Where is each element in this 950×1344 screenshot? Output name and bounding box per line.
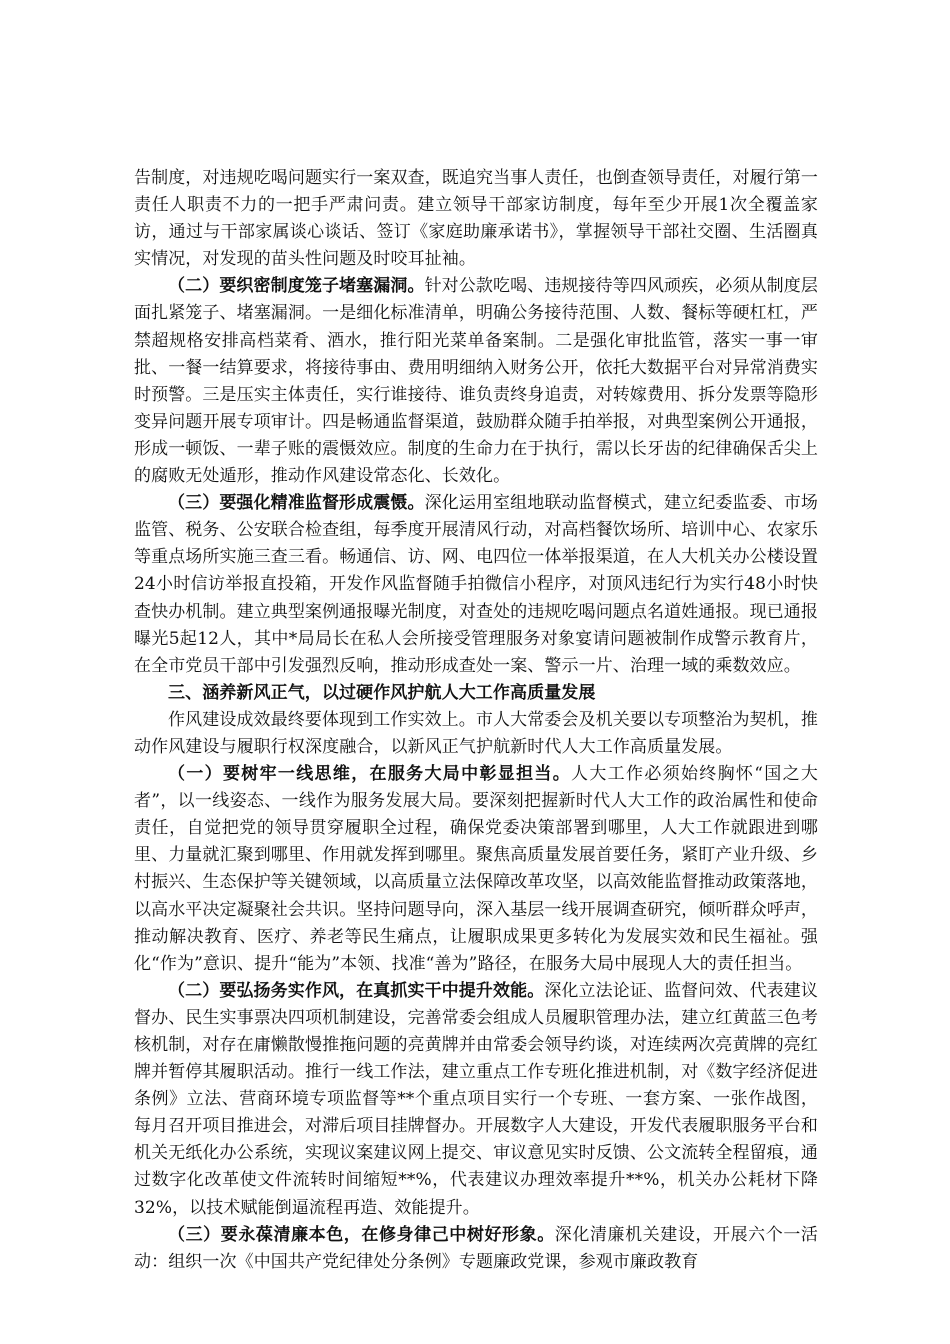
paragraph-continuation [134,165,818,273]
paragraph-text: 告制度，对违规吃喝问题实行一案双查，既追究当事人责任，也倒查领导责任，对履行第一责任人职责不力的一把手严肃问责。建立领导干部家访制度，每年至少开展1次全覆盖家访，通过与干部家属谈心谈话、签订《家庭助廉承诺书》，掌握领导干部社交圈、生活圈真实情况，对发现的苗头性问题及时咬耳扯袖。 [134,168,818,270]
paragraph-text: 深化立法论证、监督问效、代表建议督办、民生实事票决四项机制建设，完善常委会组成人员履职管理办法，建立红黄蓝三色考核机制，对存在庸懒散慢推拖问题的亮黄牌并由常委会领导约谈，对连续两次亮黄牌的亮红牌并暂停其履职活动。推行一线工作法，建立重点工作专班化推进机制，对《数字经济促进条例》立法、营商环境专项监督等**个重点项目实行一个专班、一套方案、一张作战图，每月召开项目推进会，对滞后项目挂牌督办。开展数字人大建设，开发代表履职服务平台和机关无纸化办公系统，实现议案建议网上提交、审议意见实时反馈、公文流转全程留痕，通过数字化改革使文件流转时间缩短**%，代表建议办理效率提升**%，机关办公耗材下降32%，以技术赋能倒逼流程再造、效能提升。 [134,980,818,1218]
paragraph-heading: （三）要强化精准监督形成震慑。 [168,493,425,514]
paragraph-heading: （二）要弘扬务实作风，在真抓实干中提升效能。 [168,980,545,1001]
paragraph-section-3-1 [134,761,818,978]
paragraph-section-3-3 [134,1222,818,1276]
paragraph-heading: （二）要织密制度笼子堵塞漏洞。 [168,276,425,297]
paragraph-section-3-intro [134,707,818,761]
paragraph-heading: （三）要永葆清廉本色，在修身律己中树好形象。 [168,1224,555,1245]
paragraph-heading: （一）要树牢一线思维，在服务大局中彰显担当。 [168,764,572,785]
document-body [134,165,818,1276]
paragraph-text: 作风建设成效最终要体现到工作实效上。市人大常委会及机关要以专项整治为契机，推动作风建设与履职行权深度融合，以新风正气护航新时代人大工作高质量发展。 [134,709,818,757]
section-title: 三、涵养新风正气，以过硬作风护航人大工作高质量发展 [168,682,596,703]
paragraph-section-2-3 [134,490,818,680]
paragraph-section-3-2 [134,978,818,1222]
section-heading-3 [134,680,818,707]
paragraph-text: 人大工作必须始终胸怀“国之大者”，以一线姿态、一线作为服务发展大局。要深刻把握新时代人大工作的政治属性和使命责任，自觉把党的领导贯穿履职全过程，确保党委决策部署到哪里，人大工作就跟进到哪里、力量就汇聚到哪里、作用就发挥到哪里。聚焦高质量发展首要任务，紧盯产业升级、乡村振兴、生态保护等关键领域，以高质量立法保障改革攻坚，以高效能监督推动政策落地，以高水平决定凝聚社会共识。坚持问题导向，深入基层一线开展调查研究，倾听群众呼声，推动解决教育、医疗、养老等民生痛点，让履职成果更多转化为发展实效和民生福祉。强化“作为”意识、提升“能为”本领、找准“善为”路径，在服务大局中展现人大的责任担当。 [134,764,818,974]
paragraph-text: 深化清廉机关建设，开展六个一活动：组织一次《中国共产党纪律处分条例》专题廉政党课，参观市廉政教育 [134,1224,819,1272]
paragraph-text: 针对公款吃喝、违规接待等四风顽疾，必须从制度层面扎紧笼子、堵塞漏洞。一是细化标准清单，明确公务接待范围、人数、餐标等硬杠杠，严禁超规格安排高档菜肴、酒水，推行阳光菜单备案制。二是强化审批监管，落实一事一审批、一餐一结算要求，将接待事由、费用明细纳入财务公开，依托大数据平台对异常消费实时预警。三是压实主体责任，实行谁接待、谁负责终身追责，对转嫁费用、拆分发票等隐形变异问题开展专项审计。四是畅通监督渠道，鼓励群众随手拍举报，对典型案例公开通报，形成一顿饭、一辈子账的震慑效应。制度的生命力在于执行，需以长牙齿的纪律确保舌尖上的腐败无处遁形，推动作风建设常态化、长效化。 [134,276,818,487]
paragraph-text: 深化运用室组地联动监督模式，建立纪委监委、市场监管、税务、公安联合检查组，每季度开展清风行动，对高档餐饮场所、培训中心、农家乐等重点场所实施三查三看。畅通信、访、网、电四位一体举报渠道，在人大机关办公楼设置24小时信访举报直投箱，开发作风监督随手拍微信小程序，对顶风违纪行为实行48小时快查快办机制。建立典型案例通报曝光制度，对查处的违规吃喝问题点名道姓通报。现已通报曝光5起12人，其中*局局长在私人会所接受管理服务对象宴请问题被制作成警示教育片，在全市党员干部中引发强烈反响，推动形成查处一案、警示一片、治理一域的乘数效应。 [134,493,818,676]
paragraph-section-2-2 [134,273,818,490]
